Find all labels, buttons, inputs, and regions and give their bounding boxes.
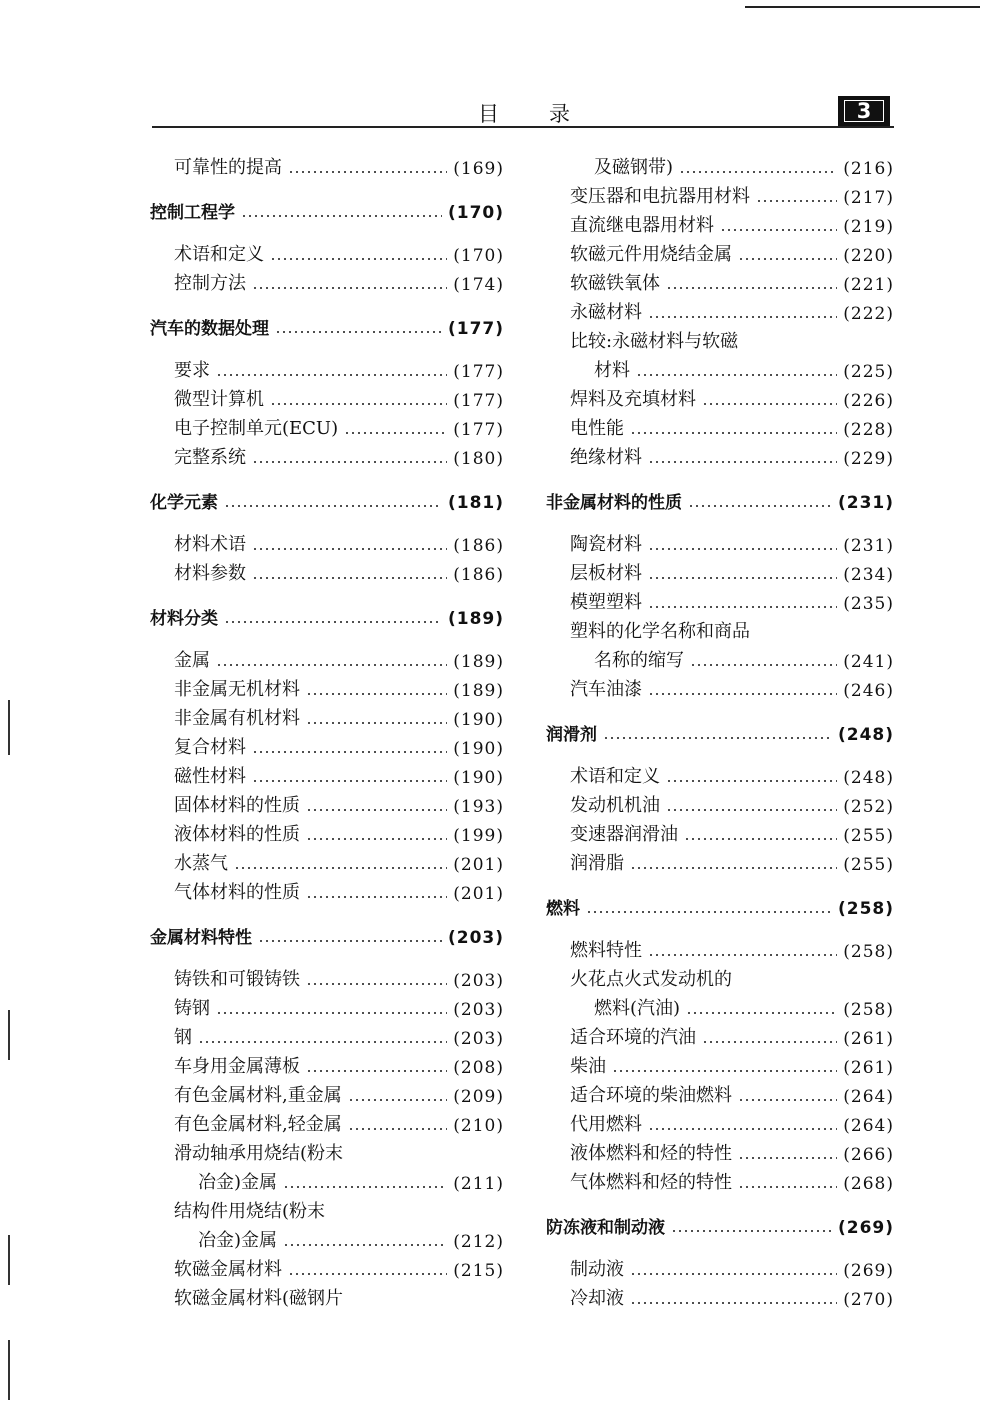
toc-page-number: (269) xyxy=(837,1218,894,1238)
dot-leader xyxy=(686,1012,837,1014)
toc-entry[interactable] xyxy=(150,353,504,382)
toc-page-number: (258) xyxy=(843,1000,894,1020)
toc-entry[interactable] xyxy=(150,1194,504,1223)
toc-entry[interactable] xyxy=(150,730,504,759)
toc-left-column xyxy=(150,150,504,1310)
dot-leader xyxy=(612,1070,837,1072)
toc-entry-title: 材料参数 xyxy=(174,563,246,584)
dot-leader xyxy=(348,1099,448,1101)
toc-entry-title: 车身用金属薄板 xyxy=(174,1056,300,1077)
toc-entry-title: 磁性材料 xyxy=(174,766,246,787)
dot-leader xyxy=(648,548,837,550)
toc-entry[interactable] xyxy=(546,991,894,1020)
toc-page-number: (170) xyxy=(453,246,504,266)
toc-entry-title: 汽车的数据处理 xyxy=(150,319,269,339)
toc-entry[interactable] xyxy=(546,817,894,846)
dot-leader xyxy=(648,577,837,579)
toc-page-number: (181) xyxy=(447,493,504,513)
toc-page-number: (177) xyxy=(453,362,504,382)
toc-page-number: (220) xyxy=(843,246,894,266)
toc-page-number: (189) xyxy=(447,609,504,629)
dot-leader xyxy=(283,1244,447,1246)
toc-entry-title: 固体材料的性质 xyxy=(174,795,300,816)
toc-entry[interactable] xyxy=(546,788,894,817)
toc-entry[interactable] xyxy=(546,1078,894,1107)
toc-page-number: (258) xyxy=(843,942,894,962)
dot-leader xyxy=(738,258,837,260)
toc-entry[interactable] xyxy=(150,788,504,817)
toc-page-number: (266) xyxy=(843,1145,894,1165)
toc-entry-title: 变速器润滑油 xyxy=(570,824,678,845)
dot-leader xyxy=(671,1230,832,1232)
toc-entry-title: 软磁金属材料 xyxy=(174,1259,282,1280)
dot-leader xyxy=(306,722,447,724)
toc-entry[interactable] xyxy=(546,759,894,788)
toc-entry-title: 有色金属材料,重金属 xyxy=(174,1085,342,1106)
toc-entry-title: 化学元素 xyxy=(150,493,218,513)
toc-entry-title: 永磁材料 xyxy=(570,302,642,323)
toc-page-number: (208) xyxy=(453,1058,504,1078)
toc-entry-title: 要求 xyxy=(174,360,210,381)
toc-entry[interactable] xyxy=(150,817,504,846)
dot-leader xyxy=(306,1070,447,1072)
toc-entry-title: 软磁铁氧体 xyxy=(570,273,660,294)
toc-entry-title: 代用燃料 xyxy=(570,1114,642,1135)
toc-entry[interactable] xyxy=(150,1020,504,1049)
toc-page-number: (201) xyxy=(453,855,504,875)
dot-leader xyxy=(648,954,837,956)
toc-entry-title: 铸铁和可锻铸铁 xyxy=(174,969,300,990)
page-title: 目录 xyxy=(478,102,620,126)
toc-entry-title: 控制工程学 xyxy=(150,203,235,223)
toc-entry[interactable] xyxy=(150,411,504,440)
toc-entry-title: 燃料(汽油) xyxy=(594,998,681,1019)
toc-page-number: (255) xyxy=(843,826,894,846)
toc-page-number: (203) xyxy=(453,1029,504,1049)
toc-entry[interactable] xyxy=(150,1136,504,1165)
toc-entry-title: 控制方法 xyxy=(174,273,246,294)
toc-entry[interactable] xyxy=(546,1049,894,1078)
toc-entry[interactable] xyxy=(150,1281,504,1310)
scan-mark xyxy=(8,700,10,755)
dot-leader xyxy=(283,1186,447,1188)
toc-entry[interactable] xyxy=(546,353,894,382)
toc-page-number: (186) xyxy=(453,536,504,556)
toc-entry[interactable] xyxy=(150,150,504,179)
dot-leader xyxy=(648,461,837,463)
toc-page-number: (212) xyxy=(453,1232,504,1252)
toc-page-number: (177) xyxy=(453,420,504,440)
toc-page-number: (241) xyxy=(843,652,894,672)
toc-entry-title: 冶金)金属 xyxy=(198,1230,278,1251)
toc-page-number: (217) xyxy=(843,188,894,208)
toc-page-number: (248) xyxy=(837,725,894,745)
toc-entry[interactable] xyxy=(150,672,504,701)
toc-page-number: (248) xyxy=(843,768,894,788)
toc-page-number: (190) xyxy=(453,739,504,759)
toc-section-entry[interactable] xyxy=(150,194,504,223)
toc-entry[interactable] xyxy=(150,266,504,295)
toc-entry[interactable] xyxy=(546,672,894,701)
dot-leader xyxy=(306,809,447,811)
toc-page-number: (269) xyxy=(843,1261,894,1281)
toc-entry-title: 微型计算机 xyxy=(174,389,264,410)
dot-leader xyxy=(258,940,442,942)
toc-page-number: (209) xyxy=(453,1087,504,1107)
toc-page-number: (189) xyxy=(453,652,504,672)
toc-entry-title: 有色金属材料,轻金属 xyxy=(174,1114,342,1135)
toc-page-number: (199) xyxy=(453,826,504,846)
dot-leader xyxy=(306,896,447,898)
toc-entry-title: 变压器和电抗器用材料 xyxy=(570,186,750,207)
toc-entry[interactable] xyxy=(546,150,894,179)
dot-leader xyxy=(690,664,837,666)
toc-page-number: (264) xyxy=(843,1087,894,1107)
toc-page-number: (169) xyxy=(453,159,504,179)
toc-entry-title: 塑料的化学名称和商品 xyxy=(570,621,750,642)
toc-page-number: (264) xyxy=(843,1116,894,1136)
toc-entry-title: 非金属有机材料 xyxy=(174,708,300,729)
toc-entry[interactable] xyxy=(546,614,894,643)
toc-entry[interactable] xyxy=(546,1136,894,1165)
toc-entry[interactable] xyxy=(150,962,504,991)
dot-leader xyxy=(666,780,837,782)
toc-entry-title: 及磁钢带) xyxy=(594,157,674,178)
dot-leader xyxy=(252,751,447,753)
toc-entry-title: 绝缘材料 xyxy=(570,447,642,468)
toc-entry-title: 模塑塑料 xyxy=(570,592,642,613)
toc-page-number: (231) xyxy=(837,493,894,513)
toc-entry-title: 汽车油漆 xyxy=(570,679,642,700)
toc-section-entry[interactable] xyxy=(150,600,504,629)
toc-entry-title: 润滑剂 xyxy=(546,725,597,745)
toc-entry[interactable] xyxy=(546,556,894,585)
toc-page-number: (211) xyxy=(453,1174,504,1194)
toc-entry[interactable] xyxy=(150,991,504,1020)
dot-leader xyxy=(630,1302,837,1304)
dot-leader xyxy=(636,374,837,376)
toc-page-number: (235) xyxy=(843,594,894,614)
toc-page-number: (216) xyxy=(843,159,894,179)
dot-leader xyxy=(648,606,837,608)
dot-leader xyxy=(688,505,832,507)
toc-entry[interactable] xyxy=(546,933,894,962)
dot-leader xyxy=(216,1012,447,1014)
toc-entry[interactable] xyxy=(546,1252,894,1281)
toc-entry-title: 复合材料 xyxy=(174,737,246,758)
toc-page-number: (170) xyxy=(447,203,504,223)
toc-entry-title: 气体燃料和烃的特性 xyxy=(570,1172,732,1193)
scan-mark xyxy=(8,1010,10,1060)
toc-entry-title: 比较:永磁材料与软磁 xyxy=(570,331,739,352)
toc-section-entry[interactable] xyxy=(546,716,894,745)
toc-entry[interactable] xyxy=(546,382,894,411)
dot-leader xyxy=(679,171,837,173)
toc-entry-title: 火花点火式发动机的 xyxy=(570,969,732,990)
toc-entry[interactable] xyxy=(546,962,894,991)
toc-entry-title: 气体材料的性质 xyxy=(174,882,300,903)
dot-leader xyxy=(288,1273,447,1275)
toc-entry[interactable] xyxy=(150,382,504,411)
toc-page-number: (258) xyxy=(837,899,894,919)
toc-section-entry[interactable] xyxy=(546,1209,894,1238)
dot-leader xyxy=(224,621,442,623)
toc-page-number: (252) xyxy=(843,797,894,817)
page-number-badge: 3 xyxy=(838,96,890,126)
toc-entry[interactable] xyxy=(546,411,894,440)
toc-page-number: (203) xyxy=(453,1000,504,1020)
toc-entry-title: 防冻液和制动液 xyxy=(546,1218,665,1238)
toc-entry-title: 电性能 xyxy=(570,418,624,439)
toc-entry[interactable] xyxy=(546,266,894,295)
dot-leader xyxy=(306,693,447,695)
toc-entry-title: 完整系统 xyxy=(174,447,246,468)
toc-page-number: (229) xyxy=(843,449,894,469)
dot-leader xyxy=(738,1186,837,1188)
toc-section-entry[interactable] xyxy=(546,484,894,513)
toc-page-number: (261) xyxy=(843,1029,894,1049)
toc-entry-title: 柴油 xyxy=(570,1056,606,1077)
dot-leader xyxy=(666,809,837,811)
toc-entry-title: 液体燃料和烃的特性 xyxy=(570,1143,732,1164)
toc-page-number: (177) xyxy=(447,319,504,339)
toc-entry[interactable] xyxy=(546,1165,894,1194)
dot-leader xyxy=(756,200,837,202)
toc-section-entry[interactable] xyxy=(150,919,504,948)
toc-entry-title: 非金属无机材料 xyxy=(174,679,300,700)
toc-entry[interactable] xyxy=(546,585,894,614)
toc-page-number: (225) xyxy=(843,362,894,382)
dot-leader xyxy=(224,505,442,507)
toc-page-number: (219) xyxy=(843,217,894,237)
toc-entry[interactable] xyxy=(150,556,504,585)
toc-entry[interactable] xyxy=(546,324,894,353)
toc-page-number: (186) xyxy=(453,565,504,585)
toc-page-number: (189) xyxy=(453,681,504,701)
toc-entry-title: 金属材料特性 xyxy=(150,928,252,948)
toc-entry-title: 铸钢 xyxy=(174,998,210,1019)
dot-leader xyxy=(648,316,837,318)
toc-entry-title: 冶金)金属 xyxy=(198,1172,278,1193)
toc-entry-title: 制动液 xyxy=(570,1259,624,1280)
toc-page-number: (180) xyxy=(453,449,504,469)
toc-entry-title: 发动机机油 xyxy=(570,795,660,816)
dot-leader xyxy=(241,215,442,217)
toc-entry-title: 润滑脂 xyxy=(570,853,624,874)
toc-page-number: (226) xyxy=(843,391,894,411)
toc-entry-title: 冷却液 xyxy=(570,1288,624,1309)
toc-entry[interactable] xyxy=(546,179,894,208)
toc-entry[interactable] xyxy=(546,1281,894,1310)
dot-leader xyxy=(252,577,447,579)
dot-leader xyxy=(738,1157,837,1159)
toc-entry[interactable] xyxy=(546,643,894,672)
toc-entry-title: 材料术语 xyxy=(174,534,246,555)
toc-entry[interactable] xyxy=(150,846,504,875)
dot-leader xyxy=(270,258,447,260)
toc-entry-title: 金属 xyxy=(174,650,210,671)
toc-entry-title: 名称的缩写 xyxy=(594,650,684,671)
toc-entry-title: 陶瓷材料 xyxy=(570,534,642,555)
toc-page-number: (255) xyxy=(843,855,894,875)
dot-leader xyxy=(630,432,837,434)
dot-leader xyxy=(720,229,837,231)
dot-leader xyxy=(288,171,447,173)
toc-entry-title: 材料 xyxy=(594,360,630,381)
scan-mark xyxy=(8,1235,10,1285)
dot-leader xyxy=(603,737,832,739)
toc-page-number: (190) xyxy=(453,710,504,730)
toc-entry-title: 结构件用烧结(粉末 xyxy=(174,1201,326,1222)
toc-entry-title: 电子控制单元(ECU) xyxy=(174,418,339,439)
toc-entry-title: 滑动轴承用烧结(粉末 xyxy=(174,1143,344,1164)
toc-page-number: (193) xyxy=(453,797,504,817)
toc-entry-title: 软磁金属材料(磁钢片 xyxy=(174,1288,344,1309)
toc-page-number: (215) xyxy=(453,1261,504,1281)
toc-entry-title: 术语和定义 xyxy=(174,244,264,265)
toc-entry[interactable] xyxy=(546,527,894,556)
toc-entry[interactable] xyxy=(546,440,894,469)
toc-entry[interactable] xyxy=(150,1049,504,1078)
toc-entry[interactable] xyxy=(150,875,504,904)
scan-mark xyxy=(8,1340,10,1400)
dot-leader xyxy=(344,432,447,434)
toc-entry[interactable] xyxy=(150,1223,504,1252)
toc-page-number: (246) xyxy=(843,681,894,701)
dot-leader xyxy=(252,287,447,289)
toc-entry[interactable] xyxy=(150,1165,504,1194)
toc-entry[interactable] xyxy=(546,208,894,237)
dot-leader xyxy=(666,287,837,289)
toc-entry-title: 钢 xyxy=(174,1027,192,1048)
toc-entry[interactable] xyxy=(150,759,504,788)
toc-entry[interactable] xyxy=(150,1107,504,1136)
toc-entry-title: 术语和定义 xyxy=(570,766,660,787)
dot-leader xyxy=(234,867,447,869)
dot-leader xyxy=(252,780,447,782)
dot-leader xyxy=(630,1273,837,1275)
toc-entry[interactable] xyxy=(150,237,504,266)
dot-leader xyxy=(306,838,447,840)
header-rule xyxy=(152,126,894,128)
dot-leader xyxy=(252,461,447,463)
toc-entry-title: 直流继电器用材料 xyxy=(570,215,714,236)
toc-page-number: (270) xyxy=(843,1290,894,1310)
toc-entry-title: 适合环境的柴油燃料 xyxy=(570,1085,732,1106)
toc-page-number: (210) xyxy=(453,1116,504,1136)
toc-entry[interactable] xyxy=(546,295,894,324)
toc-entry-title: 层板材料 xyxy=(570,563,642,584)
toc-section-entry[interactable] xyxy=(150,484,504,513)
toc-entry-title: 非金属材料的性质 xyxy=(546,493,682,513)
toc-entry[interactable] xyxy=(150,701,504,730)
toc-entry-title: 软磁元件用烧结金属 xyxy=(570,244,732,265)
toc-page-number: (221) xyxy=(843,275,894,295)
toc-page-number: (203) xyxy=(447,928,504,948)
toc-entry-title: 液体材料的性质 xyxy=(174,824,300,845)
toc-page-number: (234) xyxy=(843,565,894,585)
dot-leader xyxy=(702,403,837,405)
dot-leader xyxy=(306,983,447,985)
dot-leader xyxy=(348,1128,448,1130)
toc-entry[interactable] xyxy=(546,846,894,875)
dot-leader xyxy=(586,911,832,913)
toc-entry-title: 焊料及充填材料 xyxy=(570,389,696,410)
dot-leader xyxy=(648,693,837,695)
dot-leader xyxy=(198,1041,447,1043)
dot-leader xyxy=(630,867,837,869)
dot-leader xyxy=(702,1041,837,1043)
top-edge-line xyxy=(745,6,980,8)
dot-leader xyxy=(216,664,447,666)
toc-page-number: (177) xyxy=(453,391,504,411)
dot-leader xyxy=(252,548,447,550)
dot-leader xyxy=(275,331,442,333)
toc-entry-title: 可靠性的提高 xyxy=(174,157,282,178)
dot-leader xyxy=(738,1099,837,1101)
toc-page-number: (203) xyxy=(453,971,504,991)
toc-section-entry[interactable] xyxy=(546,890,894,919)
toc-entry[interactable] xyxy=(546,1020,894,1049)
toc-page-number: (222) xyxy=(843,304,894,324)
toc-page-number: (261) xyxy=(843,1058,894,1078)
toc-right-column xyxy=(546,150,894,1310)
toc-entry[interactable] xyxy=(150,440,504,469)
toc-entry-title: 燃料 xyxy=(546,899,580,919)
toc-entry-title: 适合环境的汽油 xyxy=(570,1027,696,1048)
toc-entry[interactable] xyxy=(546,237,894,266)
toc-page-number: (231) xyxy=(843,536,894,556)
toc-page-number: (268) xyxy=(843,1174,894,1194)
toc-entry-title: 燃料特性 xyxy=(570,940,642,961)
toc-entry[interactable] xyxy=(150,527,504,556)
toc-entry[interactable] xyxy=(150,643,504,672)
toc-page-number: (201) xyxy=(453,884,504,904)
toc-page-number: (174) xyxy=(453,275,504,295)
toc-entry[interactable] xyxy=(150,1078,504,1107)
toc-entry-title: 水蒸气 xyxy=(174,853,228,874)
toc-entry-title: 材料分类 xyxy=(150,609,218,629)
toc-entry[interactable] xyxy=(546,1107,894,1136)
toc-entry[interactable] xyxy=(150,1252,504,1281)
dot-leader xyxy=(684,838,837,840)
toc-page-number: (190) xyxy=(453,768,504,788)
dot-leader xyxy=(648,1128,837,1130)
dot-leader xyxy=(270,403,447,405)
toc-page-number: (228) xyxy=(843,420,894,440)
toc-section-entry[interactable] xyxy=(150,310,504,339)
dot-leader xyxy=(216,374,447,376)
